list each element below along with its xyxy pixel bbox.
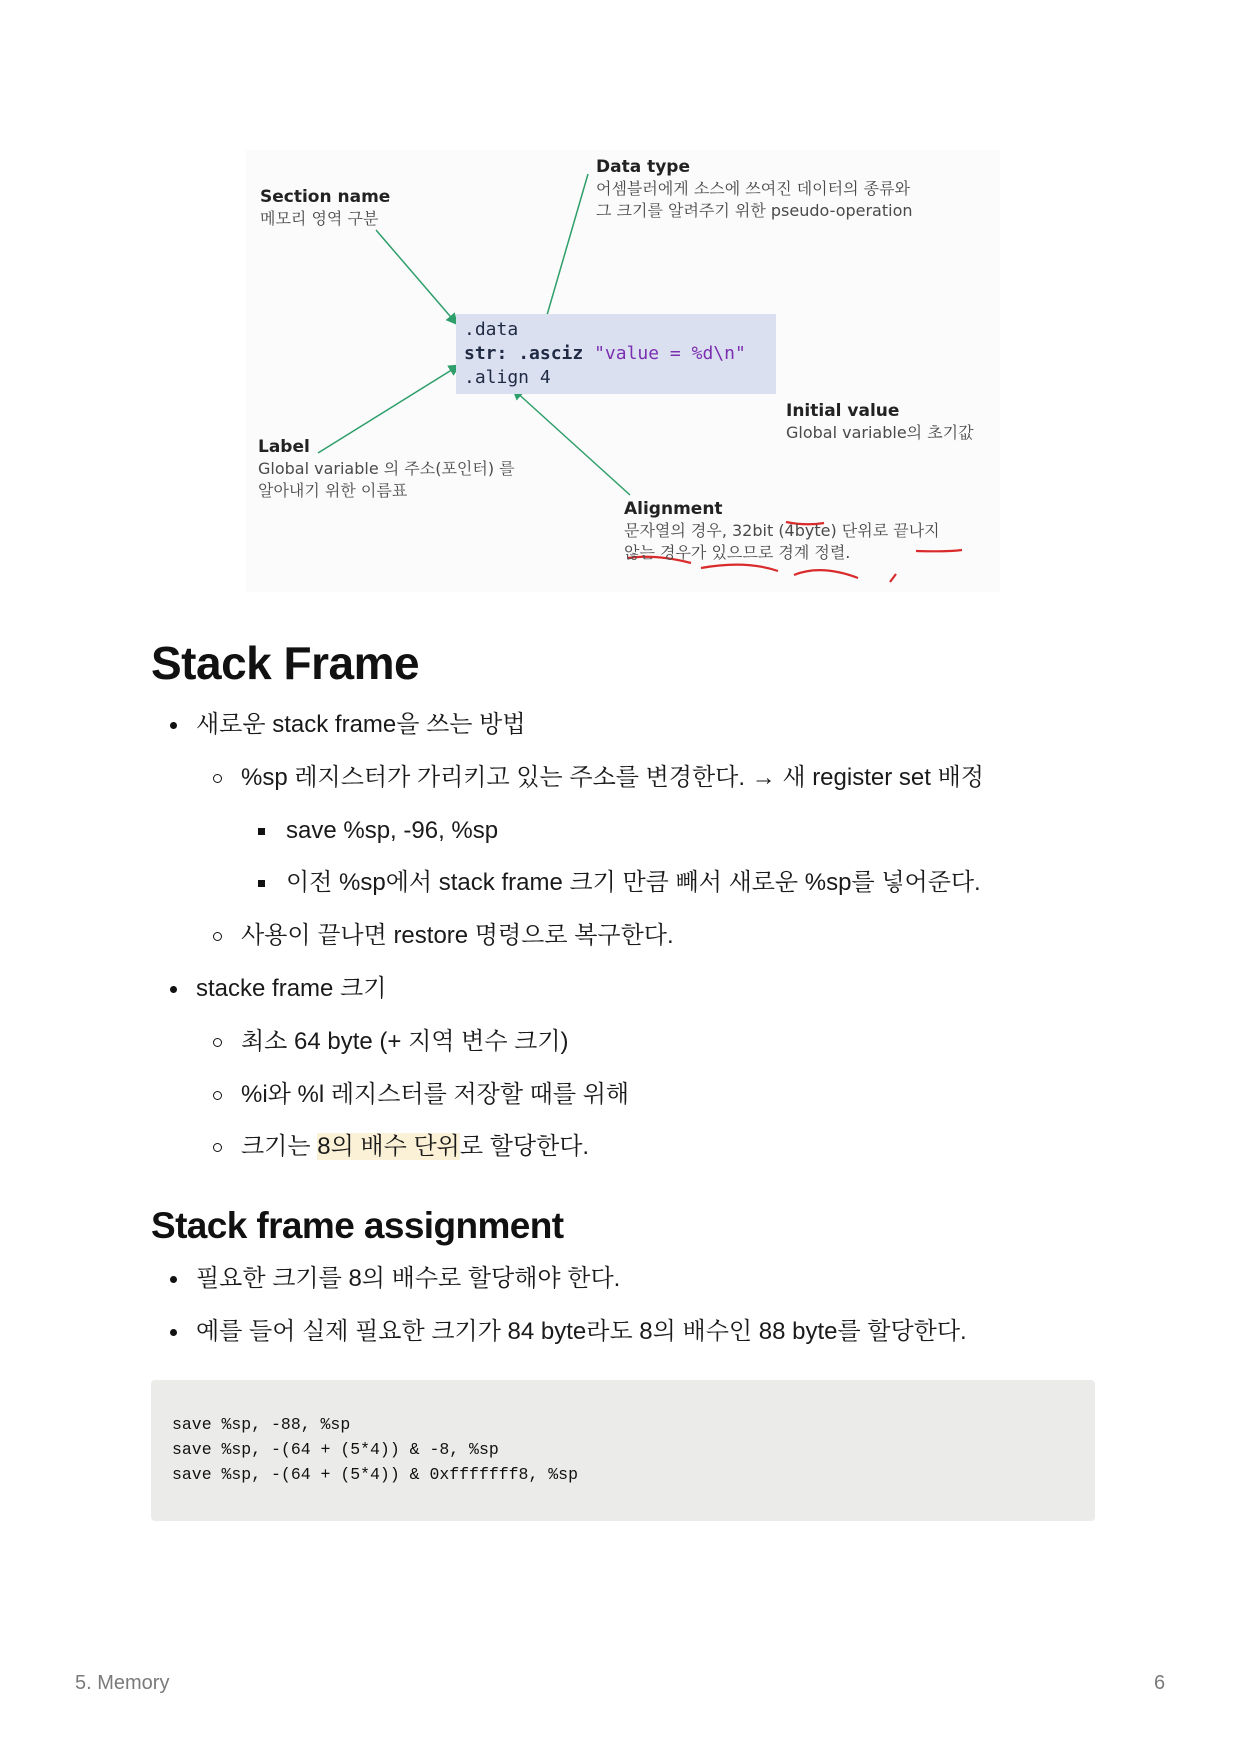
initial-value-annotation: [786, 400, 974, 444]
page-number: 6: [1154, 1672, 1166, 1694]
label-desc-2: 알아내기 위한 이름표: [258, 481, 408, 500]
code-string: "value = %d\n": [594, 343, 746, 364]
list-item: %i와 %l 레지스터를 저장할 때를 위해: [241, 1081, 630, 1108]
code-directive: .asciz: [518, 343, 584, 364]
red-underline: [701, 565, 778, 571]
alignment-annotation: [624, 498, 940, 564]
alignment-arrow: [514, 390, 630, 495]
list-item: [241, 1132, 589, 1162]
data-type-title: Data type: [596, 157, 691, 177]
data-type-annotation: [596, 156, 913, 222]
code-line: save %sp, -(64 + (5*4)) & 0xfffffff8, %sp: [172, 1465, 578, 1484]
list-item: 필요한 크기를 8의 배수로 할당해야 한다.: [196, 1265, 621, 1292]
red-underline: [794, 570, 858, 578]
list-item: 최소 64 byte (+ 지역 변수 크기): [241, 1028, 569, 1055]
alignment-desc-2: 않는 경우가 있으므로 경계 정렬.: [624, 543, 851, 562]
section-name-arrow: [376, 230, 456, 323]
code-line-asciz: [464, 342, 768, 366]
data-type-desc-1: 어셈블러에게 소스에 쓰여진 데이터의 종류와: [596, 179, 911, 198]
code-line: save %sp, -(64 + (5*4)) & -8, %sp: [172, 1440, 499, 1459]
highlighted-text: 8의 배수 단위: [317, 1133, 460, 1160]
list-item: save %sp, -96, %sp: [286, 817, 499, 844]
code-label: str:: [464, 343, 508, 364]
label-desc-1: Global variable 의 주소(포인터) 를: [258, 459, 515, 478]
list-item-text: 로 할당한다.: [459, 1133, 590, 1160]
initial-value-title: Initial value: [786, 401, 900, 421]
red-underline: [890, 574, 896, 582]
alignment-title: Alignment: [624, 499, 723, 519]
list-item: 이전 %sp에서 stack frame 크기 만큼 빼서 새로운 %sp를 넣어준다.: [286, 869, 981, 896]
data-type-desc-2: 그 크기를 알려주기 위한 pseudo-operation: [596, 201, 913, 220]
list-item: %sp 레지스터가 가리키고 있는 주소를 변경한다. → 새 register set 배정: [241, 764, 984, 791]
section-name-title: Section name: [260, 187, 391, 207]
directive-code-box: [456, 314, 776, 394]
stack-frame-assignment-heading: Stack frame assignment: [151, 1205, 564, 1246]
code-line-align: .align 4: [464, 367, 551, 388]
section-name-desc: 메모리 영역 구분: [260, 209, 379, 228]
directive-diagram: [246, 150, 1000, 592]
footer-chapter: 5. Memory: [75, 1672, 170, 1694]
code-line-data: .data: [464, 319, 519, 340]
label-title: Label: [258, 437, 310, 457]
list-item: 새로운 stack frame을 쓰는 방법: [196, 711, 526, 738]
initial-value-desc: Global variable의 초기값: [786, 423, 974, 442]
stack-frame-heading: Stack Frame: [151, 637, 420, 689]
section-name-annotation: [260, 186, 390, 230]
list-item: stacke frame 크기: [196, 975, 387, 1002]
label-annotation: [258, 436, 515, 502]
alignment-desc-1: 문자열의 경우, 32bit (4byte) 단위로 끝나지: [624, 521, 940, 540]
list-item-text: 크기는: [241, 1133, 318, 1160]
code-line: save %sp, -88, %sp: [172, 1415, 351, 1434]
list-item: 예를 들어 실제 필요한 크기가 84 byte라도 8의 배수인 88 byte를 할당한다.: [196, 1318, 967, 1345]
list-item: 사용이 끝나면 restore 명령으로 복구한다.: [241, 922, 674, 949]
code-block: [151, 1380, 1095, 1521]
